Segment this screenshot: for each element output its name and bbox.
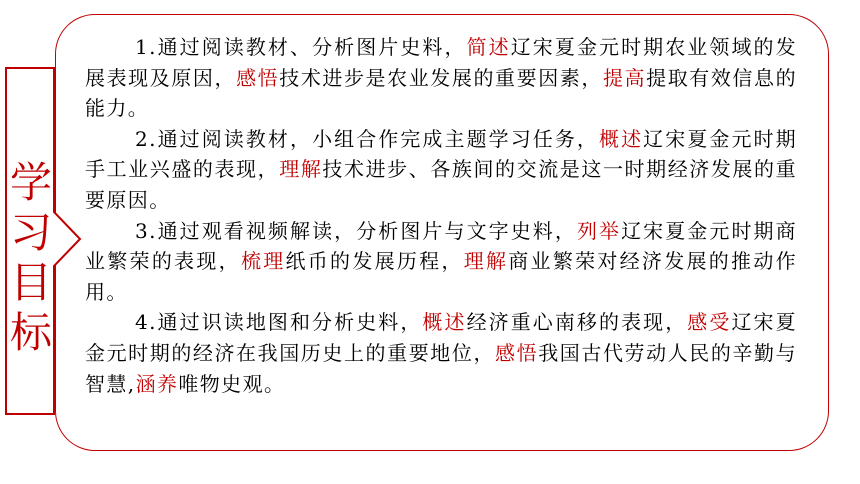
objective-keyword: 提高 [602,65,647,90]
objective-keyword: 理解 [279,157,323,182]
objective-item-1 [85,32,797,124]
objective-item-3 [85,216,797,308]
objective-keyword: 涵养 [135,371,179,396]
objective-text: 通过阅读教材，小组合作完成主题学习任务， [156,126,599,151]
objective-text: 辽宋夏金元时期手工业兴盛的表现， [85,126,797,182]
objective-keyword: 梳理 [240,249,286,274]
objective-text: 经济重心南移的表现， [466,310,688,335]
learning-objectives-label [6,158,56,358]
objective-item-4 [85,307,797,399]
objective-text: 我国古代劳动人民的辛勤与智慧, [85,340,797,396]
objective-text: 商业繁荣对经济发展的推动作用。 [85,249,797,304]
label-char: 标 [9,308,52,357]
objective-number: 1. [135,35,157,59]
objective-text: 辽宋夏金元时期商业繁荣的表现， [85,218,797,274]
label-char: 学 [9,158,52,207]
objective-keyword: 简述 [466,35,511,59]
objective-text: 通过观看视频解读，分析图片与文字史料， [156,218,577,243]
objective-keyword: 感受 [687,310,732,335]
objective-text: 纸币的发展历程， [285,249,464,274]
objective-text: 通过识读地图和分析史料， [156,310,423,335]
objective-text: 辽宋夏金元时期农业领域的发展表现及原因， [85,35,797,90]
objective-text: 技术进步、各族间的交流是这一时期经济发展的重要原因。 [85,157,797,212]
objective-keyword: 概述 [422,310,467,335]
label-char: 目 [9,258,52,307]
objective-text: 通过阅读教材、分析图片史料， [156,35,467,59]
objective-text: 提取有效信息的能力。 [85,65,797,121]
objective-text: 技术进步是农业发展的重要因素， [279,65,603,90]
objective-text: 辽宋夏金元时期的经济在我国历史上的重要地位， [85,310,797,365]
objective-keyword: 理解 [463,249,509,274]
label-char: 习 [9,208,52,257]
objective-number: 4. [135,310,157,335]
objective-item-2 [85,124,797,216]
objective-keyword: 感悟 [495,340,539,365]
objective-keyword: 列举 [576,218,622,243]
objective-number: 2. [135,126,157,151]
objective-number: 3. [135,218,157,243]
objectives-list [85,32,797,399]
objective-text: 唯物史观。 [178,371,286,396]
objective-keyword: 感悟 [236,65,280,90]
objective-keyword: 概述 [599,126,644,151]
